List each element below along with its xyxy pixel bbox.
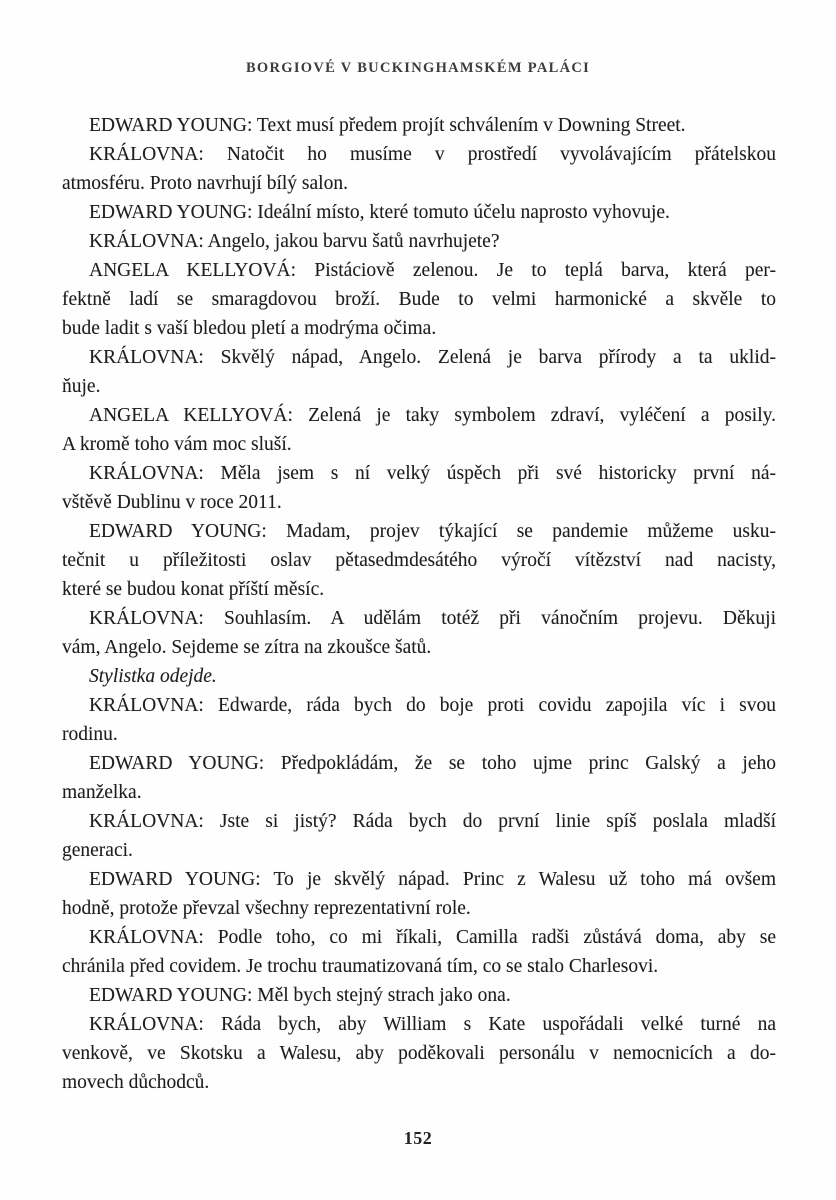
text-line: KRÁLOVNA: Skvělý nápad, Angelo. Zelená je barva přírody a ta uklid- <box>89 347 776 368</box>
text-line: Stylistka odejde. <box>89 666 217 687</box>
text-line: vám, Angelo. Sejdeme se zítra na zkoušce šatů. <box>62 637 432 658</box>
dialogue-paragraph <box>62 865 776 923</box>
stage-direction <box>62 662 776 691</box>
text-line: rodinu. <box>62 724 118 745</box>
text-line: hodně, protože převzal všechny reprezentativní role. <box>62 898 471 919</box>
text-line: tečnit u příležitosti oslav pětasedmdesátého výročí vítězství nad nacisty, <box>62 550 776 571</box>
text-line: KRÁLOVNA: Podle toho, co mi říkali, Camilla radši zůstává doma, aby se <box>89 927 776 948</box>
dialogue-paragraph <box>62 111 776 140</box>
text-line: KRÁLOVNA: Angelo, jakou barvu šatů navrhujete? <box>89 231 500 252</box>
text-line: generaci. <box>62 840 133 861</box>
text-line: venkově, ve Skotsku a Walesu, aby poděkovali personálu v nemocnicích a do- <box>62 1043 776 1064</box>
text-line: ANGELA KELLYOVÁ: Pistáciově zelenou. Je to teplá barva, která per- <box>89 260 776 281</box>
dialogue-paragraph <box>62 749 776 807</box>
dialogue-paragraph <box>62 923 776 981</box>
text-line: EDWARD YOUNG: Měl bych stejný strach jako ona. <box>89 985 511 1006</box>
text-line: KRÁLOVNA: Měla jsem s ní velký úspěch při své historicky první ná- <box>89 463 776 484</box>
text-line: KRÁLOVNA: Natočit ho musíme v prostředí vyvolávajícím přátelskou <box>89 144 776 165</box>
text-line: EDWARD YOUNG: Madam, projev týkající se pandemie můžeme usku- <box>89 521 776 542</box>
dialogue-paragraph <box>62 140 776 198</box>
text-line: vštěvě Dublinu v roce 2011. <box>62 492 282 513</box>
dialogue-paragraph <box>62 517 776 604</box>
text-line: manželka. <box>62 782 142 803</box>
text-line: KRÁLOVNA: Edwarde, ráda bych do boje proti covidu zapojila víc i svou <box>89 695 776 716</box>
dialogue-paragraph <box>62 401 776 459</box>
dialogue-paragraph <box>62 227 776 256</box>
dialogue-paragraph <box>62 1010 776 1097</box>
page-number: 152 <box>403 1128 433 1148</box>
text-line: chránila před covidem. Je trochu traumatizovaná tím, co se stalo Charlesovi. <box>62 956 659 977</box>
dialogue-paragraph <box>62 198 776 227</box>
text-line: EDWARD YOUNG: Text musí předem projít schválením v Downing Street. <box>89 115 686 136</box>
text-line: KRÁLOVNA: Ráda bych, aby William s Kate uspořádali velké turné na <box>89 1014 776 1035</box>
dialogue-paragraph <box>62 981 776 1010</box>
text-line: atmosféru. Proto navrhují bílý salon. <box>62 173 348 194</box>
dialogue-paragraph <box>62 459 776 517</box>
dialogue-paragraph <box>62 604 776 662</box>
text-block <box>62 111 776 1097</box>
dialogue-paragraph <box>62 807 776 865</box>
text-line: fektně ladí se smaragdovou broží. Bude to velmi harmonické a skvěle to <box>62 289 776 310</box>
text-line: movech důchodců. <box>62 1072 210 1093</box>
text-line: A kromě toho vám moc sluší. <box>62 434 292 455</box>
text-line: EDWARD YOUNG: To je skvělý nápad. Princ z Walesu už toho má ovšem <box>89 869 776 890</box>
text-line: ANGELA KELLYOVÁ: Zelená je taky symbolem zdraví, vyléčení a posily. <box>89 405 776 426</box>
dialogue-paragraph <box>62 343 776 401</box>
dialogue-paragraph <box>62 256 776 343</box>
text-line: KRÁLOVNA: Souhlasím. A udělám totéž při vánočním projevu. Děkuji <box>89 608 776 629</box>
text-line: KRÁLOVNA: Jste si jistý? Ráda bych do první linie spíš poslala mladší <box>89 811 776 832</box>
running-header: BORGIOVÉ V BUCKINGHAMSKÉM PALÁCI <box>245 60 591 76</box>
text-line: které se budou konat příští měsíc. <box>62 579 325 600</box>
text-line: bude ladit s vaší bledou pletí a modrýma očima. <box>62 318 437 339</box>
dialogue-paragraph <box>62 691 776 749</box>
text-line: EDWARD YOUNG: Ideální místo, které tomuto účelu naprosto vyhovuje. <box>89 202 670 223</box>
text-line: EDWARD YOUNG: Předpokládám, že se toho ujme princ Galský a jeho <box>89 753 776 774</box>
text-line: ňuje. <box>62 376 101 397</box>
